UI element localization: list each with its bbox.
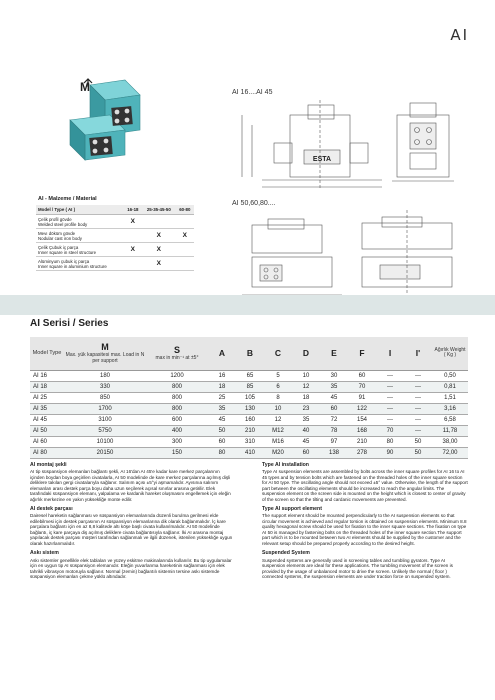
table-cell: 72,00	[432, 447, 468, 458]
material-header-col1: 16-18	[124, 205, 142, 215]
table-cell: 80	[208, 447, 236, 458]
tr-heading-support: AI destek parçası	[30, 506, 73, 513]
table-cell: AI 18	[30, 381, 64, 392]
material-header-type: Model / Type ( AI )	[36, 205, 124, 215]
brand-logo: AI	[450, 26, 469, 44]
load-label: M	[80, 80, 90, 94]
material-desc-en: Nodular cast iron body	[38, 235, 82, 241]
table-cell: 45	[292, 436, 320, 447]
material-mark	[176, 243, 194, 257]
table-cell: 70	[376, 425, 404, 436]
spec-header-b: B	[236, 337, 264, 370]
material-description	[36, 215, 124, 229]
drawing-ai16-45	[232, 95, 477, 195]
material-title: AI - Malzeme / Material	[38, 196, 97, 202]
table-cell: ---	[376, 414, 404, 425]
material-header-col3: 60-80	[176, 205, 194, 215]
material-mark	[142, 215, 176, 229]
table-cell: 3100	[64, 414, 146, 425]
material-row	[36, 257, 194, 271]
table-cell: ---	[404, 414, 432, 425]
table-row	[30, 414, 468, 425]
table-cell: ---	[404, 392, 432, 403]
en-paragraph-support: The support element should be mounted perpendicularly to the AI suspension elements so that circular movement is achieved and regular torsion is obtained on suspension elements. Minimum 8.8 quality hexagonal screw should be used for fixation to the inner square sections. The fixation on type AI 50 is managed by fastening bolts on the threaded holes of the inner square section.The support part which is to be mounted between two AI elements should be supplied by the customer and the relevant setup should be prepared properly according to the desired height.	[262, 513, 467, 546]
table-cell: 800	[146, 392, 208, 403]
series-spec-table	[30, 337, 468, 459]
section-band	[0, 295, 495, 315]
en-paragraph-suspended: Suspended systems are generally used in screening tables and tumbling gyrators. Type AI suspension elements are ideal for these applications. The tumbling movement of the screen is provided by the usage of unbalanced motor to drive the screen. Unlikely the normal ( floor ) connected systems, the suspension elements are under traction force on suspended system.	[262, 557, 453, 580]
table-cell: 105	[236, 392, 264, 403]
table-cell: 122	[348, 403, 376, 414]
material-description	[36, 229, 124, 243]
table-cell: 91	[348, 392, 376, 403]
material-mark	[176, 257, 194, 271]
table-cell: 50	[208, 425, 236, 436]
table-cell: 40	[292, 425, 320, 436]
table-cell: 168	[348, 425, 376, 436]
table-cell: 138	[320, 447, 348, 458]
table-cell: 10	[292, 370, 320, 381]
tr-heading-suspended: Askı sistem	[30, 550, 59, 557]
product-image	[60, 75, 170, 170]
table-cell: 130	[236, 403, 264, 414]
table-cell: 78	[320, 425, 348, 436]
material-mark	[176, 215, 194, 229]
table-cell: 23	[292, 403, 320, 414]
table-cell: ---	[404, 381, 432, 392]
table-cell: ---	[376, 403, 404, 414]
en-paragraph-installation: Type AI suspension elements are assembled by bolts across the inner square profiles for AI 16 to AI 45 types and by tension bolts which are fastened on the threaded holes of the inner square section for AI 50 type. The oscillating angle should not exceed ±5° value. Otherwise, the length of the support part between the oscillating elements should be increased to reach the angular limits. The suspension element on the screen side is mounted on the height which is closest to center of gravity of the screen so that the tilting and cardanic movements are prevented.	[262, 469, 468, 502]
spec-header-model: Model Type	[30, 337, 64, 370]
table-cell: ---	[404, 370, 432, 381]
table-cell: 25	[208, 392, 236, 403]
table-cell: 310	[236, 436, 264, 447]
table-cell: 3,16	[432, 403, 468, 414]
table-cell: 0,50	[432, 370, 468, 381]
tr-paragraph-support: Dairesel hareketin sağlanması ve süspansiyon elemanlarında düzenli burulma gerilmesi elde edilebilmesi için destek parçasının AI süspansiyon elemanlarına dik olarak bağlanmalıdır. İç kare parçalara bağlantı için en az 8,8 kalitede altı köşe başlı civata kullanılmalıdır. AI 50 modelinde bağlantı, iç kare parçaya diş açılmış deliklere civata bağlantısıyla sağlanır. İki AI arasına montaj yapılacak destek parçası müşteri tarafından sağlanmalı ve ilgili düzenek, istenilen yükseklığe uygun olarak hazırlanmalıdır.	[30, 513, 233, 546]
series-title: AI Serisi / Series	[30, 318, 109, 329]
table-cell: ---	[376, 370, 404, 381]
material-description	[36, 257, 124, 271]
table-row	[30, 392, 468, 403]
spec-header-c: C	[264, 337, 292, 370]
table-cell: 180	[64, 370, 146, 381]
table-cell: 150	[146, 447, 208, 458]
text-column-turkish	[30, 462, 235, 580]
table-cell: ---	[376, 381, 404, 392]
table-cell: 35	[292, 414, 320, 425]
table-cell: 70	[348, 381, 376, 392]
table-cell: 210	[236, 425, 264, 436]
table-cell: 8	[264, 392, 292, 403]
table-cell: 278	[348, 447, 376, 458]
table-cell: 45	[320, 392, 348, 403]
table-cell: 11,78	[432, 425, 468, 436]
material-mark: X	[142, 243, 176, 257]
material-header-row	[36, 205, 194, 215]
material-mark: X	[124, 215, 142, 229]
table-cell: 50	[404, 436, 432, 447]
table-cell: AI 16	[30, 370, 64, 381]
table-cell: 20150	[64, 447, 146, 458]
table-cell: AI 60	[30, 436, 64, 447]
material-mark: X	[142, 257, 176, 271]
table-cell: 6	[264, 381, 292, 392]
material-desc-tr: Çelik profil gövde	[38, 216, 72, 222]
table-cell: 72	[320, 414, 348, 425]
tr-paragraph-suspended: Askı sistemler genellikle elek tablaları ve yüzey eskitme makinalarında kullanılır. Bu tip uygulamalar için en uygun tip AI süspansiyon elemanıdır. Eleğin yuvarlanma hareketinin sağlanması için elek tahrikli vibrasyon motoruyla sağlanır. Normal (zemin) bağlantılı sistemin tersine askı sistemde süspansiyon elemanları çekme yüklü altındadır.	[30, 557, 232, 580]
material-description	[36, 243, 124, 257]
material-mark: X	[176, 229, 194, 243]
spec-header-speed: S max in min⁻¹ at ±5°	[146, 337, 208, 370]
material-desc-tr: Çelik Çubuk iç parça	[38, 244, 79, 250]
drawing-title-ai50-80: AI 50,60,80....	[232, 200, 276, 207]
table-cell: 60	[348, 370, 376, 381]
table-cell: 10100	[64, 436, 146, 447]
material-mark	[124, 257, 142, 271]
table-row	[30, 381, 468, 392]
table-cell: AI 25	[30, 392, 64, 403]
material-mark	[124, 229, 142, 243]
table-row	[30, 425, 468, 436]
spec-header-d: D	[292, 337, 320, 370]
material-row	[36, 243, 194, 257]
tr-heading-installation: AI montaj şekli	[30, 462, 67, 468]
table-cell: 10	[264, 403, 292, 414]
table-cell: 16	[208, 370, 236, 381]
table-cell: 154	[348, 414, 376, 425]
material-row	[36, 229, 194, 243]
material-desc-en: Inner square in steel structure	[38, 249, 97, 255]
table-cell: 600	[146, 414, 208, 425]
table-cell: 90	[376, 447, 404, 458]
table-cell: 18	[208, 381, 236, 392]
spec-header-i: I	[376, 337, 404, 370]
table-cell: AI 35	[30, 403, 64, 414]
spec-header-a: A	[208, 337, 236, 370]
table-cell: 45	[208, 414, 236, 425]
table-cell: 35	[208, 403, 236, 414]
material-mark: X	[124, 243, 142, 257]
material-mark: X	[142, 229, 176, 243]
table-cell: AI 50	[30, 425, 64, 436]
table-cell: 97	[320, 436, 348, 447]
table-cell: M12	[264, 425, 292, 436]
spec-header-e: E	[320, 337, 348, 370]
table-cell: 65	[236, 370, 264, 381]
drawing-title-ai16-45: AI 16....AI 45	[232, 89, 273, 96]
table-cell: 210	[348, 436, 376, 447]
table-cell: 5750	[64, 425, 146, 436]
table-cell: 410	[236, 447, 264, 458]
table-cell: 35	[320, 381, 348, 392]
table-row	[30, 436, 468, 447]
spec-header-load: M Max. yük kapasitesi max. Load in N per support	[64, 337, 146, 370]
table-cell: 30	[320, 370, 348, 381]
text-column-english	[262, 462, 468, 580]
tr-paragraph-installation: AI tip süspansiyon elemanları bağlantı şekli, AI 16'dan AI 45'e kadar kare merkez parçalarının içinden boydan boya geçirilen civatalarla, AI 50 modelinde de kare merkez parçalarına açılmış dişli deliklere takılan gergi civatalarıyla sağlanır. Salınım açısı ±5°yi aşmamalıdır. Ayısınıa salınım elemanları arası destek parça boyu daha uzun seçilerek açısal sınırlar arasına getirilir. Elek tarafındaki süspansiyon elemanı, yalpalama ve kardanik hareket oluşmasını engellemek için eleğin ağırlık merkezine en yakın yüksekliğe monte edilir.	[30, 469, 231, 502]
material-header-col2: 25-35-45-50	[142, 205, 176, 215]
material-desc-en: Welded steel profile body	[38, 221, 88, 227]
table-cell: 300	[146, 436, 208, 447]
en-heading-suspended: Suspended System	[262, 550, 310, 557]
table-cell: 12	[264, 414, 292, 425]
table-cell: 85	[236, 381, 264, 392]
table-cell: 800	[146, 381, 208, 392]
en-heading-support: Type AI support element	[262, 506, 322, 513]
spec-header-i-prime: I'	[404, 337, 432, 370]
drawing-logo: ESTA	[312, 156, 332, 163]
table-cell: M20	[264, 447, 292, 458]
table-row	[30, 370, 468, 381]
material-desc-tr: Alüminyum çubuk iç parça	[38, 258, 90, 264]
table-cell: AI 80	[30, 447, 64, 458]
table-cell: 5	[264, 370, 292, 381]
table-cell: 60	[320, 403, 348, 414]
table-cell: 800	[146, 403, 208, 414]
material-row	[36, 215, 194, 229]
spec-header-row	[30, 337, 468, 370]
table-cell: 38,00	[432, 436, 468, 447]
table-row	[30, 403, 468, 414]
table-cell: 0,81	[432, 381, 468, 392]
table-cell: 80	[376, 436, 404, 447]
en-heading-installation: Type AI installation	[262, 462, 309, 468]
table-cell: ---	[404, 425, 432, 436]
table-cell: 50	[404, 447, 432, 458]
material-table	[36, 205, 194, 271]
table-cell: M16	[264, 436, 292, 447]
table-cell: 160	[236, 414, 264, 425]
table-cell: 1700	[64, 403, 146, 414]
table-cell: 330	[64, 381, 146, 392]
material-desc-en: Inner square in aluminium structure	[38, 263, 107, 269]
table-cell: 1200	[146, 370, 208, 381]
table-cell: ---	[404, 403, 432, 414]
table-cell: 12	[292, 381, 320, 392]
table-cell: 6,58	[432, 414, 468, 425]
table-cell: AI 45	[30, 414, 64, 425]
table-cell: 1,51	[432, 392, 468, 403]
table-cell: 60	[208, 436, 236, 447]
table-cell: ---	[376, 392, 404, 403]
material-desc-tr: Mevı döküm gövde	[38, 230, 76, 236]
table-cell: 60	[292, 447, 320, 458]
table-row	[30, 447, 468, 458]
table-cell: 850	[64, 392, 146, 403]
table-cell: 400	[146, 425, 208, 436]
spec-header-weight: Ağırlık Weight ( Kg )	[432, 337, 468, 370]
spec-header-f: F	[348, 337, 376, 370]
table-cell: 18	[292, 392, 320, 403]
